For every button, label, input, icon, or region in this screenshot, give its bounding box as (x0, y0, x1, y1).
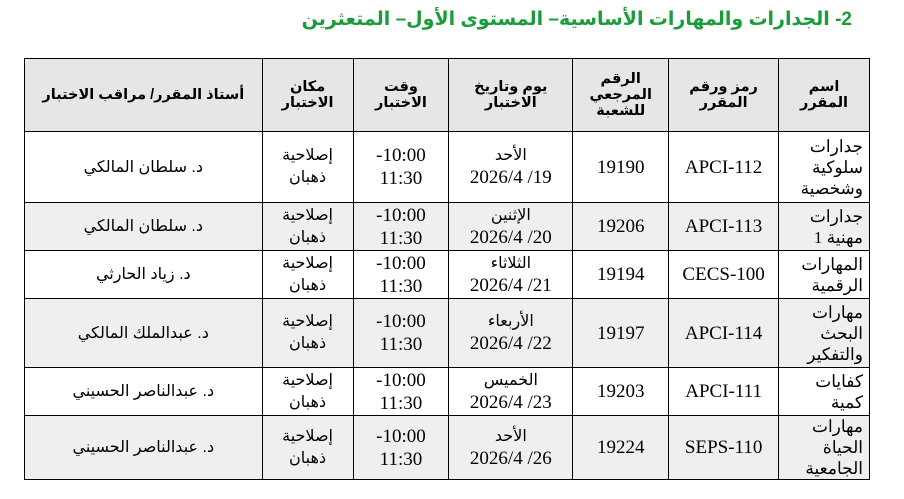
time-end: 11:30 (379, 334, 423, 355)
exam-day: الأحد (494, 147, 527, 164)
exam-time-cell (353, 368, 449, 416)
time-end: 11:30 (379, 448, 423, 470)
course-code-cell: CECS-100 (669, 251, 779, 299)
exam-day-date-cell (449, 416, 573, 480)
instructor-cell: د. عبدالناصر الحسيني (25, 416, 263, 480)
exam-day-date-cell (449, 203, 573, 251)
table-row (25, 299, 870, 368)
course-code-cell: APCI-114 (669, 299, 779, 368)
table-row (25, 368, 870, 416)
header-course-code: رمز ورقم المقرر (669, 59, 779, 132)
instructor-cell: د. زياد الحارثي (25, 251, 263, 299)
exam-day-date-cell (449, 368, 573, 416)
exam-day: الأحد (494, 427, 527, 445)
time-end: 11:30 (379, 168, 423, 189)
time-start: 10:00- (376, 311, 426, 332)
course-code-cell: APCI-111 (669, 368, 779, 416)
time-start: 10:00- (376, 204, 426, 226)
course-code-cell: APCI-112 (669, 132, 779, 203)
course-name-cell: كفايات كمية (779, 368, 870, 416)
course-code-cell: SEPS-110 (669, 416, 779, 480)
table-row (25, 132, 870, 203)
course-name-cell: مهارات البحث والتفكير (779, 299, 870, 368)
course-name-cell: مهارات الحياة الجامعية (779, 416, 870, 480)
time-end: 11:30 (379, 227, 423, 249)
exam-time-cell (353, 203, 449, 251)
table-row (25, 203, 870, 251)
exam-place-cell: إصلاحية ذهبان (262, 203, 353, 251)
exam-date: 23/ 2026/4 (469, 391, 552, 413)
header-exam-place: مكان الاختبار (262, 59, 353, 132)
section-ref-cell: 19206 (573, 203, 669, 251)
exam-schedule-table (24, 58, 870, 480)
course-name-cell: جدارات سلوكية وشخصية (779, 132, 870, 203)
exam-day-date-cell (449, 132, 573, 203)
exam-day: الإثنين (490, 206, 531, 224)
instructor-cell: د. عبدالملك المالكي (25, 299, 263, 368)
table-row (25, 416, 870, 480)
instructor-cell: د. سلطان المالكي (25, 132, 263, 203)
exam-place-cell: إصلاحية ذهبان (262, 416, 353, 480)
exam-time-cell (353, 251, 449, 299)
course-name-cell: المهارات الرقمية (779, 251, 870, 299)
time-end: 11:30 (379, 275, 423, 297)
section-title: 2- الجدارات والمهارات الأساسية– المستوى الأول– المتعثرين (301, 9, 852, 30)
header-exam-time: وقت الاختبار (353, 59, 449, 132)
section-ref-cell: 19190 (573, 132, 669, 203)
exam-place-cell: إصلاحية ذهبان (262, 368, 353, 416)
time-start: 10:00- (376, 252, 426, 274)
time-start: 10:00- (376, 369, 426, 391)
table-row (25, 251, 870, 299)
time-start: 10:00- (376, 145, 426, 166)
header-exam-day-date: يوم وتاريخ الاختبار (449, 59, 573, 132)
header-instructor: أستاذ المقرر/ مراقب الاختبار (25, 59, 263, 132)
exam-time-cell (353, 299, 449, 368)
section-ref-cell: 19224 (573, 416, 669, 480)
exam-place-cell: إصلاحية ذهبان (262, 299, 353, 368)
exam-time-cell (353, 132, 449, 203)
section-ref-cell: 19203 (573, 368, 669, 416)
instructor-cell: د. عبدالناصر الحسيني (25, 368, 263, 416)
exam-day: الخميس (483, 371, 538, 389)
exam-date: 26/ 2026/4 (469, 447, 552, 469)
exam-time-cell (353, 416, 449, 480)
exam-day: الأربعاء (487, 313, 534, 330)
header-course-name: اسم المقرر (779, 59, 870, 132)
exam-date: 20/ 2026/4 (469, 226, 552, 248)
exam-date: 19/ 2026/4 (469, 167, 552, 188)
exam-place-cell: إصلاحية ذهبان (262, 251, 353, 299)
time-start: 10:00- (376, 425, 426, 447)
exam-day-date-cell (449, 251, 573, 299)
instructor-cell: د. سلطان المالكي (25, 203, 263, 251)
exam-date: 21/ 2026/4 (469, 274, 552, 296)
table-header-row (25, 59, 870, 132)
header-section-ref: الرقم المرجعي للشعبة (573, 59, 669, 132)
section-ref-cell: 19197 (573, 299, 669, 368)
course-code-cell: APCI-113 (669, 203, 779, 251)
exam-day: الثلاثاء (490, 254, 532, 272)
course-name-cell: جدارات مهنية 1 (779, 203, 870, 251)
time-end: 11:30 (379, 392, 423, 414)
section-ref-cell: 19194 (573, 251, 669, 299)
exam-date: 22/ 2026/4 (469, 333, 552, 354)
exam-day-date-cell (449, 299, 573, 368)
exam-place-cell: إصلاحية ذهبان (262, 132, 353, 203)
